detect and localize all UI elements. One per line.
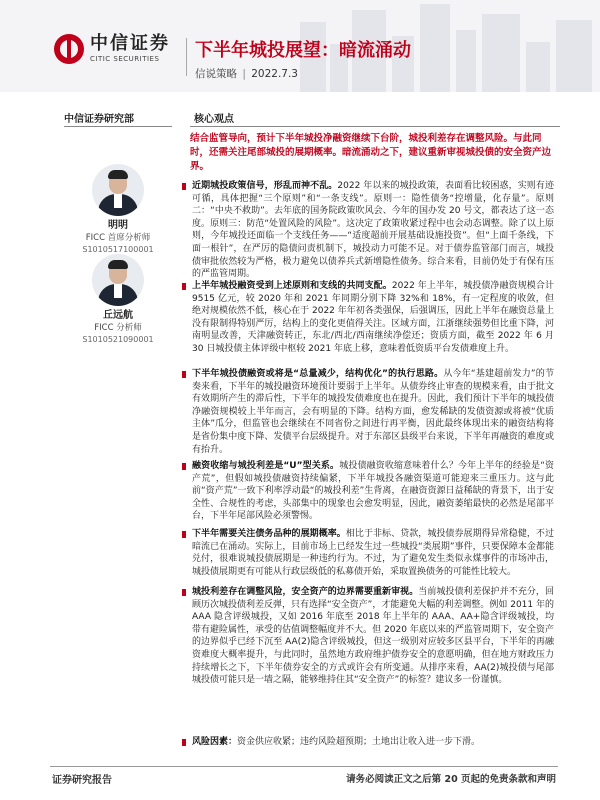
skyline-building [556,20,592,92]
report-title: 下半年城投展望：暗流涌动 [195,40,411,61]
body-paragraph [192,528,554,578]
skyline-building [482,14,520,92]
paragraph-text: 2022 年以来的城投政策，表面看比较困惑，实则有迹可循，具体把握“三个原则”和“一条支线”。原则一：隐性债务“控增量，化存量”。原则二：“中央不救助”。去年底的国务院政策吹风会、今年的国办发 20 号文，都表达了这一态度。原则三：防范“处置风险的风险”。这决定了政策收紧过程中也会动态调整。除了以上原则，今年城投还面临一个支线任务——“适度超前开展基础设施投资”。但“上面千条线，下面一根针”，在严厉的隐债问责机制下，城投动力可能不足。对于债券监管部门而言，城投债审批依然较为严格，极力避免以债养兵式新增隐性债务。综合来看，目前仍处于有保有压的严监管周期。 [192,181,554,280]
bullet-marker [182,463,186,470]
analyst-id: S1010521090001 [82,335,154,344]
bullet-marker [182,739,186,746]
paragraph-lead: 近期城投政策信号，形乱而神不乱。 [192,181,338,191]
bullet-marker [182,283,186,290]
footer-disclaimer: 请务必阅读正文之后第 20 页起的免责条款和声明 [346,774,556,785]
analyst-photo [92,164,144,216]
page-header [0,0,600,92]
paragraph-lead: 上半年城投融资受到上述原则和支线的共同支配。 [192,281,392,291]
paragraph-text: 相比于非标、贷款，城投债券展期得异常稳健，不过暗流已在涌动。实际上，目前市场上已经发生过一些城投“类展期”事件，只要保障本金都能兑付，很难说城投债展期是一种违约行为。不过，为了避免发生类似永煤事件的市场冲击，城投债展期更有可能从行政层级低的私募债开始，采取置换债务的可能性比较大。 [192,529,554,577]
analyst-id: S1010517100001 [82,245,154,254]
paragraph-text: 城投债融资收缩意味着什么？今年上半年的经验是“资产荒”，但假如城投债融资持续偏紧，下半年城投各融资渠道可能迎来三重压力。这与此前“资产荒”一致下利率浮动最“的城投利差”生背离，在融资资源日益稀缺的背景下，出于安全性、合规性的考虑，头部集中的现象也会愈发明显，因此，融资萎缩最快的必然是尾部平台，下半年尾部风险必须警惕。 [192,461,554,522]
analyst-name: 明明 [108,220,128,231]
bullet-marker [182,531,186,538]
divider [64,126,172,127]
report-meta: 信说策略 | 2022.7.3 [195,68,298,80]
analyst-card [64,254,172,346]
report-category: 信说策略 [195,68,237,80]
paragraph-text: 2022 年上半年，城投债净融资规模合计 9515 亿元，较 2020 年和 2021 年同期分别下降 32%和 18%，有一定程度的收敛，但绝对规模依然不低，核心在于 2022 年年初各类强保，后强调压，因此上半年在融资总量上没有限制得特别严厉，结构上的变化更值得关注。区域方面，江浙继续强势但比重下降，河南明显改善，天津融资转正，东北/西北/西南继续净偿还；资质方面，截至 2022 年 6 月 30 日城投债主体评级中枢较 2021 年底上移，意味着低资质平台发债难度上升。 [192,281,554,354]
paragraph-text: 资金供应收紧；违约风险超预期；土地出让收入进一步下滑。 [237,737,481,747]
report-date: 2022.7.3 [251,68,298,80]
analyst-name: 丘远航 [103,310,133,321]
bullet-marker [182,371,186,378]
analyst-role: FICC 分析师 [94,323,142,333]
analyst-photo [92,254,144,306]
analyst-role: FICC 首席分析师 [85,233,151,243]
body-paragraph [192,586,554,687]
bullet-marker [182,183,186,190]
paragraph-lead: 风险因素： [192,737,238,747]
paragraph-lead: 下半年需要关注债务品种的展期概率。 [192,529,346,539]
skyline-building [456,30,476,92]
company-logo [54,34,170,64]
logo-name-cn: 中信证券 [90,33,170,54]
logo-name-en: CITIC SECURITIES [90,55,160,63]
skyline-building [420,4,450,92]
risk-factors [192,736,554,749]
core-view-heading: 核心观点 [194,114,234,125]
header-divider [186,38,187,76]
paragraph-lead: 城投利差存在调整风险，安全资产的边界需要重新审视。 [192,587,419,597]
paragraph-lead: 融资收缩与城投利差是“U”型关系。 [192,461,340,471]
footer-divider [50,766,558,767]
citic-logo-icon [54,34,84,64]
paragraph-text: 从今年“基建超前发力”的节奏来看，下半年的城投融资环境预计要弱于上半年。从债券终止审查的规模来看，由于批文有效期所产生的滞后性，下半年的城投发债难度也在提升。因此，我们预计下半年的城投债净融资规模较上半年而言，会有明显的下降。结构方面，愈发稀缺的发债资源或将被“优质主体”瓜分，但监管也会继续在不同省份之间进行再平衡，因此最终体现出来的融资结构将是省份集中度下降、发债平台层级提升。对于东部区县级平台来说，下半年再融资的难度或有抬升。 [192,369,554,455]
body-paragraph [192,368,554,456]
paragraph-text: 当前城投债利差保护并不充分，回顾历次城投债利差反弹，只有选择“安全资产”，才能避免大幅的利差调整。例如 2011 年的 AAA 隐含评级城投，又如 2016 年底至 2018 年上半年的 AAA、AA+隐含评级城投，均带有避险属性，承受的估值调整幅度并不大。但 2020 年底以来的严监管周期下，安全资产的边界似乎已经下沉至 AA(2)隐含评级城投，但这一级别对应较多区县平台，下半年的再融资难度大概率提升，与此同时，虽然地方政府维护债券安全的意愿明确，但在地方财政压力持续增长之下，下半年债券安全的方式或许会有所变通。从排序来看，AA(2)城投债与尾部城投债可能只是一墙之隔，能够维持住其“安全资产”的标签？建议多一份谨慎。 [192,587,554,686]
footer-label: 证券研究报告 [52,775,112,786]
analyst-card [64,164,172,256]
paragraph-lead: 下半年城投债融资或将是“总量减少，结构优化”的执行思路。 [192,369,444,379]
body-paragraph [192,280,554,356]
research-dept-heading: 中信证券研究部 [64,114,134,125]
body-paragraph [192,180,554,281]
divider [190,126,560,127]
summary-text: 结合监管导向，预计下半年城投净融资继续下台阶，城投利差存在调整风险。与此同时，还需关注尾部城投的展期概率。暗流涌动之下，建议重新审视城投债的安全资产边界。 [190,133,552,172]
body-paragraph [192,460,554,523]
bullet-marker [182,589,186,596]
skyline-building [526,42,550,92]
